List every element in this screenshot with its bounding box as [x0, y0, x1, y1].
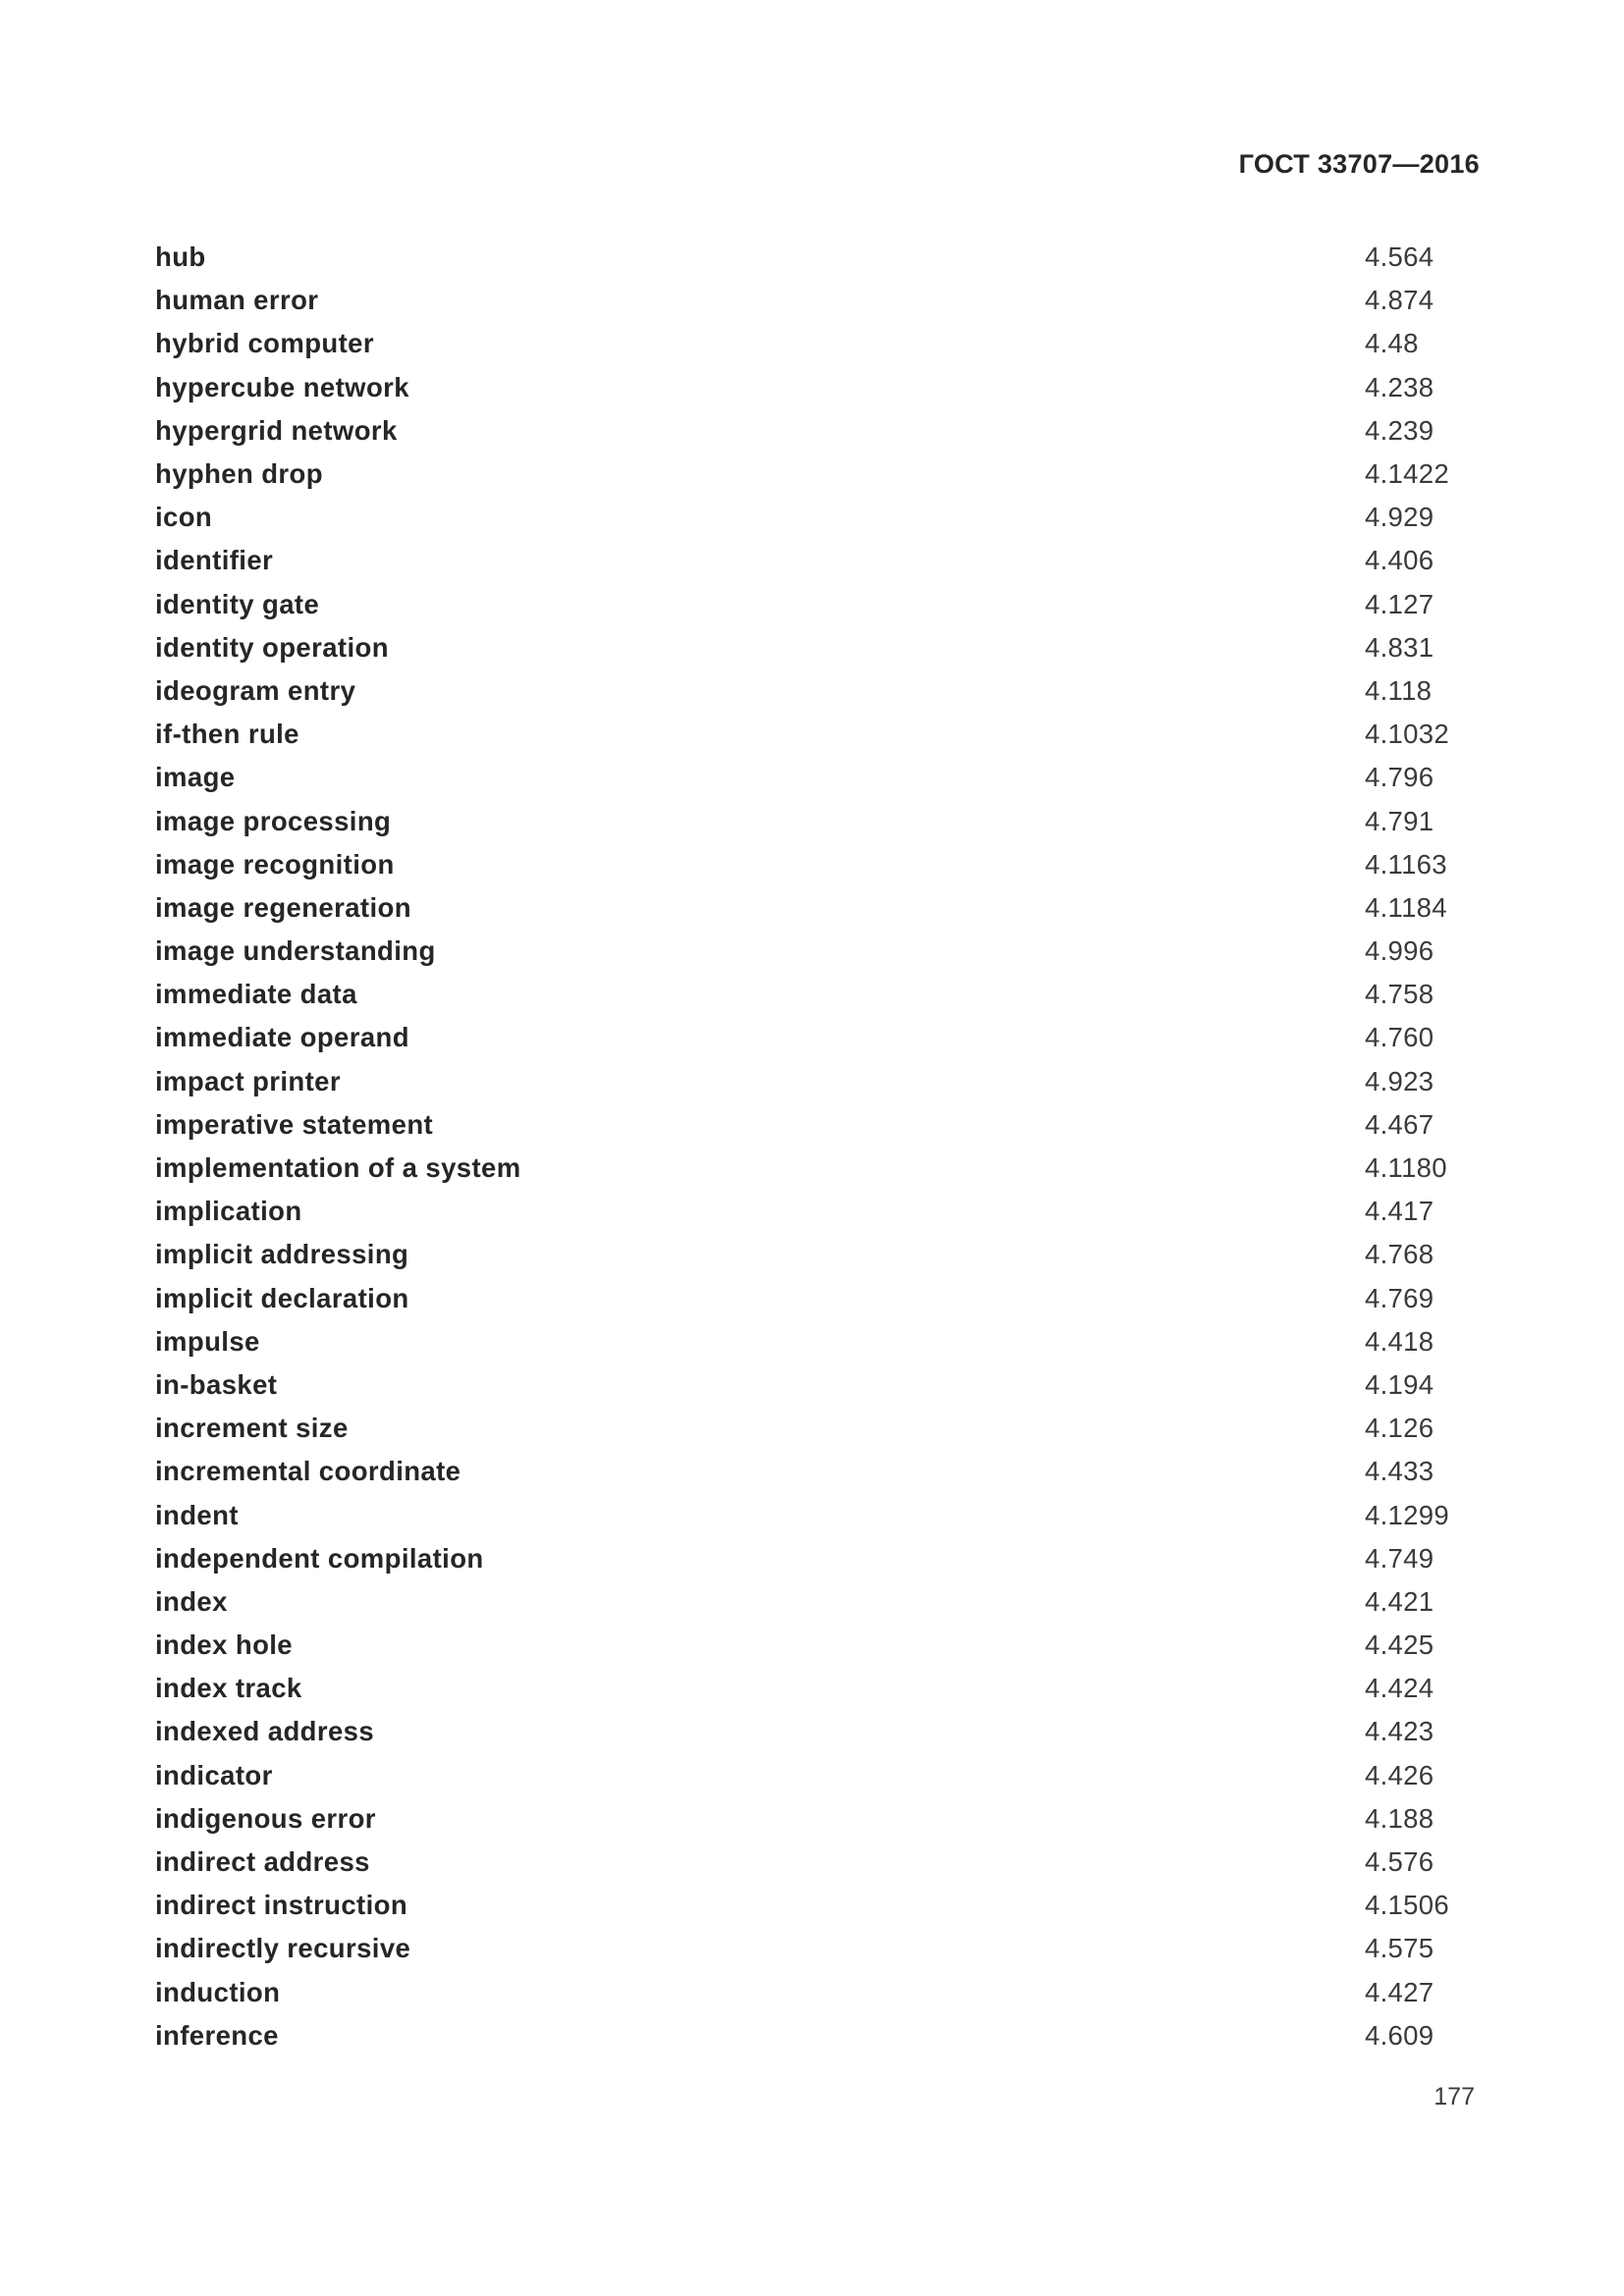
index-term: indigenous error	[155, 1802, 376, 1834]
index-ref: 4.48	[1365, 328, 1419, 359]
index-entry	[155, 1927, 1471, 1970]
index-entry	[155, 496, 1471, 539]
index-ref: 4.426	[1365, 1759, 1435, 1790]
index-term: implicit declaration	[155, 1282, 409, 1313]
index-ref: 4.127	[1365, 588, 1435, 619]
index-ref: 4.433	[1365, 1456, 1435, 1487]
index-entry	[155, 1841, 1471, 1884]
index-entry	[155, 713, 1471, 756]
index-entry	[155, 1147, 1471, 1190]
index-term: hyphen drop	[155, 458, 323, 490]
index-ref: 4.1180	[1365, 1152, 1447, 1184]
index-ref: 4.424	[1365, 1673, 1435, 1704]
index-ref: 4.423	[1365, 1716, 1435, 1747]
index-ref: 4.609	[1365, 2019, 1435, 2051]
index-term: implication	[155, 1196, 302, 1227]
index-entry	[155, 1103, 1471, 1147]
index-ref: 4.996	[1365, 935, 1435, 967]
index-term: hybrid computer	[155, 328, 374, 359]
index-term: human error	[155, 285, 319, 316]
index-term: index hole	[155, 1629, 293, 1661]
index-term: indirectly recursive	[155, 1933, 411, 1964]
index-term: induction	[155, 1976, 281, 2007]
index-entry	[155, 799, 1471, 842]
index-ref: 4.118	[1365, 674, 1433, 706]
index-ref: 4.238	[1365, 371, 1435, 402]
index-ref: 4.874	[1365, 285, 1435, 316]
index-term: indirect address	[155, 1846, 370, 1878]
index-entry	[155, 2014, 1471, 2057]
index-term: if-then rule	[155, 719, 299, 750]
index-ref: 4.791	[1365, 805, 1435, 836]
index-ref: 4.1184	[1365, 891, 1447, 923]
index-term: image regeneration	[155, 891, 411, 923]
index-entry	[155, 1537, 1471, 1580]
index-ref: 4.418	[1365, 1325, 1435, 1357]
index-ref: 4.406	[1365, 545, 1435, 576]
page-number: 177	[1434, 2083, 1475, 2110]
index-entry	[155, 453, 1471, 496]
index-term: implementation of a system	[155, 1152, 521, 1184]
index-term: impulse	[155, 1325, 260, 1357]
index-term: icon	[155, 502, 213, 533]
index-entry	[155, 1493, 1471, 1536]
index-entry	[155, 322, 1471, 365]
index-term: hub	[155, 241, 206, 273]
index-ref: 4.768	[1365, 1239, 1435, 1270]
index-term: image	[155, 762, 236, 793]
index-ref: 4.126	[1365, 1413, 1435, 1444]
index-entry	[155, 1624, 1471, 1667]
index-entry	[155, 843, 1471, 886]
index-term: index track	[155, 1673, 302, 1704]
term-index-list	[155, 236, 1471, 2057]
index-ref: 4.923	[1365, 1065, 1435, 1096]
index-term: immediate data	[155, 979, 357, 1010]
index-ref: 4.1506	[1365, 1890, 1449, 1921]
index-entry	[155, 1667, 1471, 1710]
index-term: image processing	[155, 805, 392, 836]
index-ref: 4.564	[1365, 241, 1435, 273]
index-term: inference	[155, 2019, 279, 2051]
index-entry	[155, 1884, 1471, 1927]
index-term: in-basket	[155, 1368, 278, 1400]
index-ref: 4.1299	[1365, 1499, 1449, 1530]
index-entry	[155, 1797, 1471, 1841]
index-term: independent compilation	[155, 1542, 484, 1574]
index-ref: 4.188	[1365, 1802, 1435, 1834]
index-term: identity operation	[155, 631, 389, 663]
index-entry	[155, 886, 1471, 930]
index-term: indent	[155, 1499, 239, 1530]
index-entry	[155, 583, 1471, 626]
index-ref: 4.831	[1365, 631, 1435, 663]
index-term: ideogram entry	[155, 674, 356, 706]
index-ref: 4.425	[1365, 1629, 1435, 1661]
index-ref: 4.239	[1365, 414, 1435, 446]
index-entry	[155, 1190, 1471, 1233]
index-ref: 4.760	[1365, 1022, 1435, 1053]
index-entry	[155, 626, 1471, 669]
index-entry	[155, 973, 1471, 1016]
index-term: incremental coordinate	[155, 1456, 461, 1487]
index-ref: 4.575	[1365, 1933, 1435, 1964]
index-ref: 4.1163	[1365, 848, 1447, 880]
index-term: impact printer	[155, 1065, 341, 1096]
index-entry	[155, 409, 1471, 453]
index-ref: 4.1422	[1365, 458, 1449, 490]
index-term: image recognition	[155, 848, 395, 880]
index-term: imperative statement	[155, 1108, 434, 1140]
index-ref: 4.749	[1365, 1542, 1435, 1574]
standard-header: ГОСТ 33707—2016	[1238, 149, 1480, 179]
index-entry	[155, 1971, 1471, 2014]
index-ref: 4.758	[1365, 979, 1435, 1010]
index-term: indirect instruction	[155, 1890, 408, 1921]
index-ref: 4.427	[1365, 1976, 1435, 2007]
index-entry	[155, 1580, 1471, 1624]
index-ref: 4.467	[1365, 1108, 1435, 1140]
index-entry	[155, 236, 1471, 279]
index-term: indicator	[155, 1759, 273, 1790]
index-entry	[155, 1754, 1471, 1797]
index-entry	[155, 1320, 1471, 1363]
index-ref: 4.417	[1365, 1196, 1435, 1227]
index-entry	[155, 1233, 1471, 1276]
index-ref: 4.194	[1365, 1368, 1435, 1400]
index-ref: 4.421	[1365, 1585, 1435, 1617]
index-ref: 4.796	[1365, 762, 1435, 793]
index-entry	[155, 1407, 1471, 1450]
index-entry	[155, 930, 1471, 973]
index-term: increment size	[155, 1413, 349, 1444]
index-term: index	[155, 1585, 228, 1617]
index-entry	[155, 1710, 1471, 1753]
index-entry	[155, 1450, 1471, 1493]
index-entry	[155, 669, 1471, 713]
index-entry	[155, 1363, 1471, 1407]
index-term: hypercube network	[155, 371, 409, 402]
index-entry	[155, 539, 1471, 582]
index-term: image understanding	[155, 935, 436, 967]
index-ref: 4.576	[1365, 1846, 1435, 1878]
index-term: identity gate	[155, 588, 320, 619]
index-term: immediate operand	[155, 1022, 409, 1053]
index-term: implicit addressing	[155, 1239, 409, 1270]
index-term: indexed address	[155, 1716, 375, 1747]
index-ref: 4.929	[1365, 502, 1435, 533]
index-ref: 4.769	[1365, 1282, 1435, 1313]
index-entry	[155, 366, 1471, 409]
index-term: identifier	[155, 545, 274, 576]
index-entry	[155, 1060, 1471, 1103]
index-term: hypergrid network	[155, 414, 398, 446]
index-entry	[155, 1277, 1471, 1320]
index-entry	[155, 756, 1471, 799]
index-entry	[155, 1016, 1471, 1059]
index-ref: 4.1032	[1365, 719, 1449, 750]
index-entry	[155, 279, 1471, 322]
